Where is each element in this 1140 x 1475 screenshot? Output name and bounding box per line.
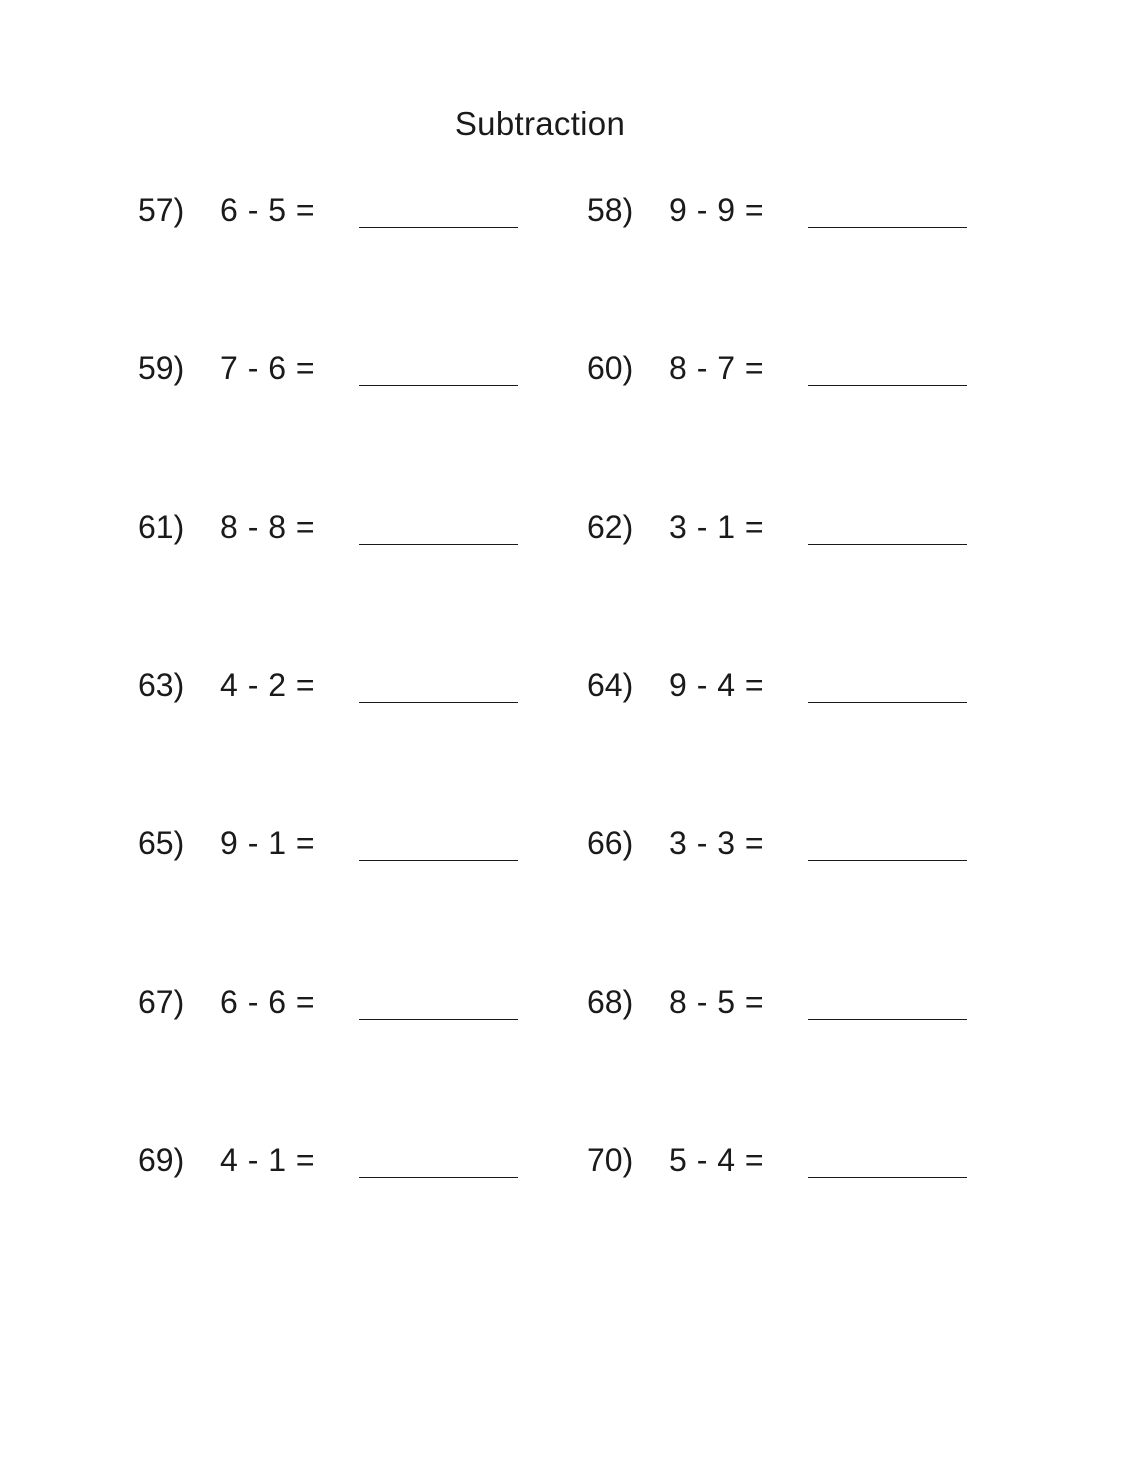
answer-blank[interactable] xyxy=(808,544,967,545)
answer-blank[interactable] xyxy=(808,860,967,861)
problem-63 xyxy=(138,660,538,710)
problem-number: 57) xyxy=(138,192,185,228)
answer-blank[interactable] xyxy=(808,227,967,228)
answer-blank[interactable] xyxy=(808,702,967,703)
answer-blank[interactable] xyxy=(359,1177,518,1178)
problem-expression: 3 - 3 = xyxy=(669,825,765,861)
problem-64 xyxy=(587,660,987,710)
problem-65 xyxy=(138,818,538,868)
problem-expression: 4 - 1 = xyxy=(220,1142,316,1178)
problem-number: 63) xyxy=(138,667,185,703)
problem-58 xyxy=(587,185,987,235)
answer-blank[interactable] xyxy=(359,544,518,545)
problem-expression: 9 - 4 = xyxy=(669,667,765,703)
answer-blank[interactable] xyxy=(808,1019,967,1020)
problem-number: 60) xyxy=(587,350,634,386)
problem-expression: 7 - 6 = xyxy=(220,350,316,386)
problem-60 xyxy=(587,343,987,393)
problem-number: 62) xyxy=(587,509,634,545)
problem-70 xyxy=(587,1135,987,1185)
problem-expression: 8 - 8 = xyxy=(220,509,316,545)
problem-number: 59) xyxy=(138,350,185,386)
answer-blank[interactable] xyxy=(359,1019,518,1020)
page-title: Subtraction xyxy=(454,105,626,142)
problem-expression: 4 - 2 = xyxy=(220,667,316,703)
problem-expression: 6 - 5 = xyxy=(220,192,316,228)
problem-66 xyxy=(587,818,987,868)
problem-number: 65) xyxy=(138,825,185,861)
problem-number: 61) xyxy=(138,509,185,545)
problem-68 xyxy=(587,977,987,1027)
problem-expression: 3 - 1 = xyxy=(669,509,765,545)
answer-blank[interactable] xyxy=(359,385,518,386)
problem-67 xyxy=(138,977,538,1027)
answer-blank[interactable] xyxy=(359,227,518,228)
problem-number: 66) xyxy=(587,825,634,861)
problem-number: 58) xyxy=(587,192,634,228)
problem-expression: 5 - 4 = xyxy=(669,1142,765,1178)
answer-blank[interactable] xyxy=(359,860,518,861)
problem-expression: 9 - 1 = xyxy=(220,825,316,861)
answer-blank[interactable] xyxy=(808,385,967,386)
answer-blank[interactable] xyxy=(359,702,518,703)
problem-expression: 8 - 5 = xyxy=(669,984,765,1020)
answer-blank[interactable] xyxy=(808,1177,967,1178)
problem-number: 70) xyxy=(587,1142,634,1178)
problem-59 xyxy=(138,343,538,393)
problem-62 xyxy=(587,502,987,552)
problem-number: 67) xyxy=(138,984,185,1020)
problem-expression: 6 - 6 = xyxy=(220,984,316,1020)
problem-expression: 8 - 7 = xyxy=(669,350,765,386)
problem-number: 68) xyxy=(587,984,634,1020)
problem-69 xyxy=(138,1135,538,1185)
problem-expression: 9 - 9 = xyxy=(669,192,765,228)
problem-number: 64) xyxy=(587,667,634,703)
problem-number: 69) xyxy=(138,1142,185,1178)
problem-61 xyxy=(138,502,538,552)
problem-57 xyxy=(138,185,538,235)
